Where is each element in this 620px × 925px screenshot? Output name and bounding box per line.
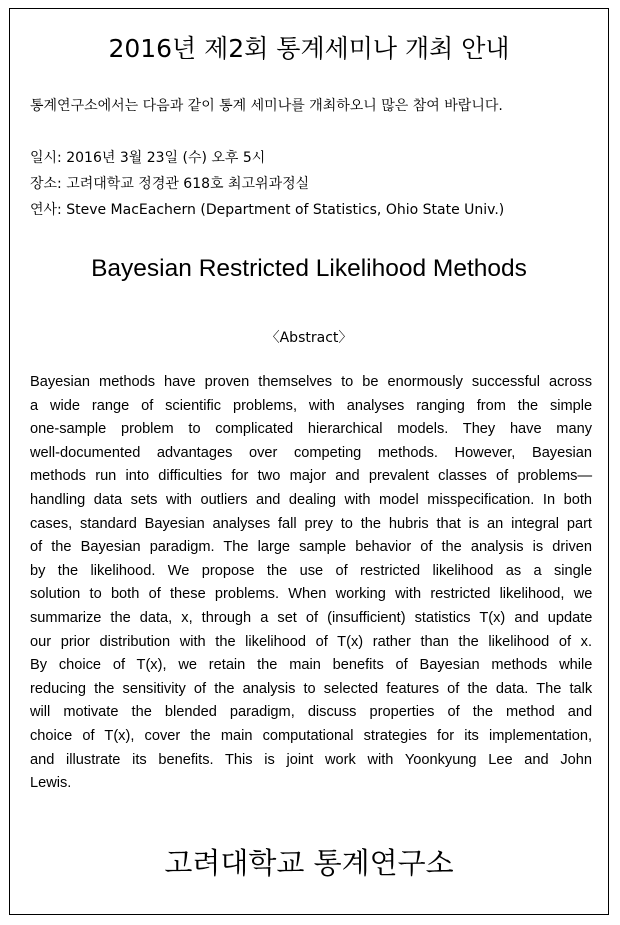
abstract-line: summarize the data, x, through a set of (insufficient) statistics T(x) and update (30, 609, 593, 626)
abstract-line: handling data sets with outliers and dealing with model misspecification. In both (30, 491, 592, 508)
abstract-line: well-documented advantages over competing methods. However, Bayesian (30, 444, 592, 461)
info-speaker-value: Steve MacEachern (Department of Statistics, Ohio State Univ.) (66, 202, 505, 218)
info-location-value: 고려대학교 정경관 618호 최고위과정실 (66, 176, 310, 192)
abstract-line: Bayesian methods have proven themselves to be enormously successful across (30, 374, 592, 390)
abstract-body (30, 371, 592, 796)
abstract-line: reducing the sensitivity of the analysis to selected features of the data. The talk (30, 680, 593, 697)
document-frame (9, 8, 609, 915)
info-speaker-label: 연사: (30, 202, 62, 218)
info-speaker (30, 199, 504, 219)
abstract-line: and illustrate its benefits. This is joint work with Yoonkyung Lee and John (30, 751, 592, 768)
info-date (30, 147, 265, 167)
abstract-line: one-sample problem to complicated hierarchical models. They have many (30, 421, 592, 438)
abstract-line: a wide range of scientific problems, with analyses ranging from the simple (30, 397, 593, 414)
page-title: 2016년 제2회 통계세미나 개최 안내 (108, 34, 510, 63)
abstract-line: cases, standard Bayesian analyses fall prey to the hubris that is an integral part (30, 515, 592, 532)
talk-title: Bayesian Restricted Likelihood Methods (91, 255, 527, 282)
abstract-line: By choice of T(x), we retain the main benefits of Bayesian methods while (30, 657, 593, 674)
info-location-label: 장소: (30, 176, 62, 192)
organizer-name: 고려대학교 통계연구소 (164, 846, 454, 880)
abstract-line: choice of T(x), cover the main computational strategies for its implementation, (30, 727, 593, 744)
abstract-line: Lewis. (30, 775, 72, 792)
info-date-value: 2016년 3월 23일 (수) 오후 5시 (66, 150, 266, 166)
abstract-line: our prior distribution with the likelihood of T(x) rather than the likelihood of x. (30, 633, 592, 650)
info-location (30, 173, 309, 193)
abstract-line: will motivate the blended paradigm, discuss properties of the method and (30, 704, 593, 721)
abstract-label: 〈Abstract〉 (265, 330, 353, 346)
abstract-line: by the likelihood. We propose the use of restricted likelihood as a single (30, 562, 593, 579)
intro-text: 통계연구소에서는 다음과 같이 통계 세미나를 개최하오니 많은 참여 바랍니다. (30, 98, 503, 114)
abstract-line: methods run into difficulties for two major and prevalent classes of problems— (30, 468, 593, 485)
abstract-line: of the Bayesian paradigm. The large sample behavior of the analysis is driven (30, 539, 592, 556)
abstract-line: solution to both of these problems. When working with restricted likelihood, we (30, 586, 593, 603)
info-date-label: 일시: (30, 150, 62, 166)
